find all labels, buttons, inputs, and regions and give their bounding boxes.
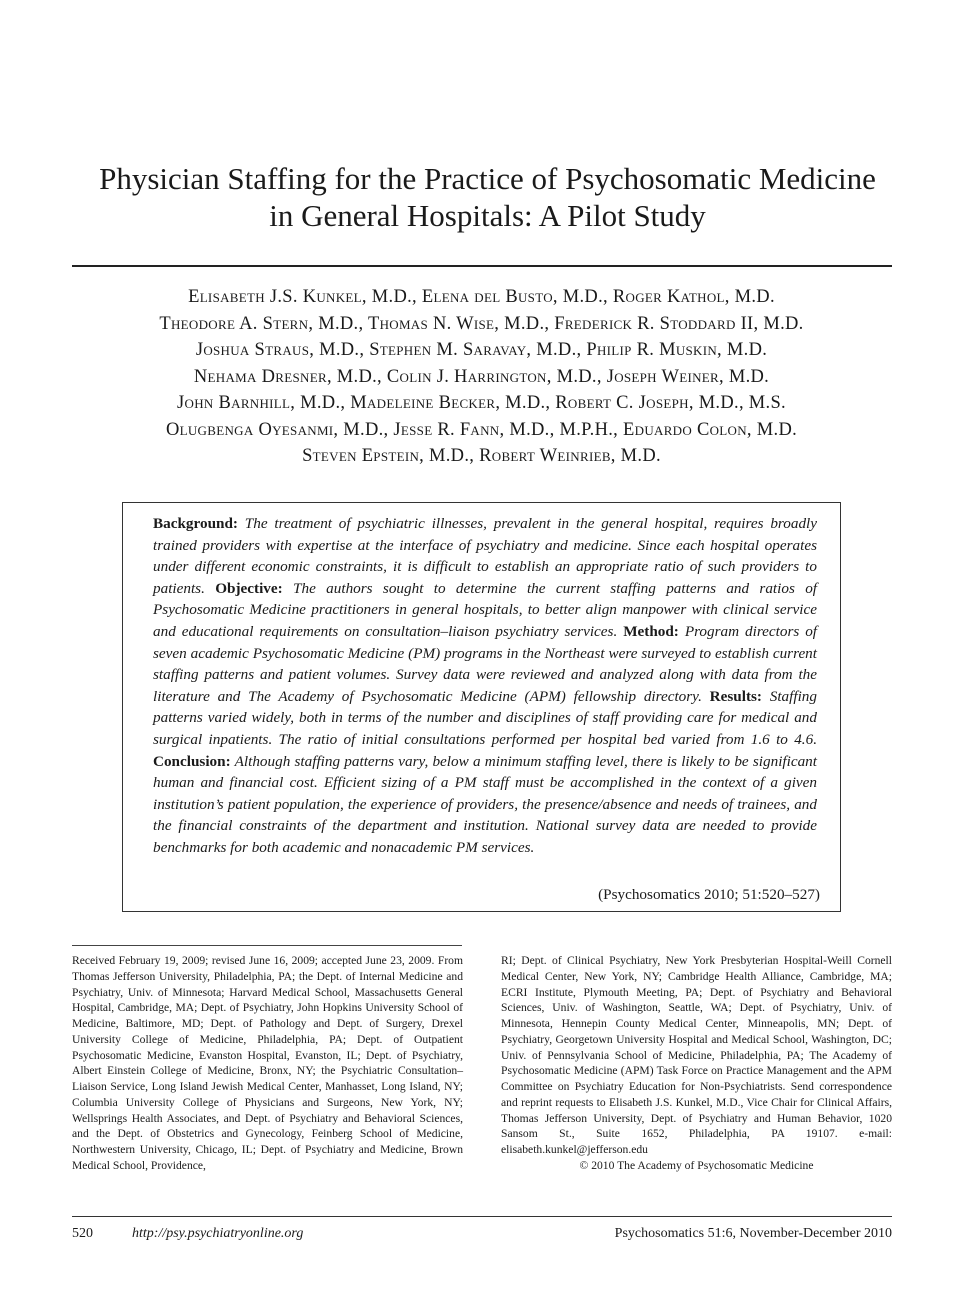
author-line: Elisabeth J.S. Kunkel, M.D., Elena del Busto, M.D., Roger Kathol, M.D.	[188, 287, 775, 307]
conclusion-label: Conclusion:	[153, 752, 231, 770]
author-line: Steven Epstein, M.D., Robert Weinrieb, M.D.	[302, 446, 661, 466]
results-text: Staffing patterns varied widely, both in terms of the number and disciplines of staff providing care for medical and surgical inpatients. The ratio of initial consultations performed per hospital bed varied from 1.6 to 4.6.	[153, 687, 817, 748]
results-label: Results:	[709, 687, 762, 705]
objective-label: Objective:	[215, 579, 283, 597]
article-title	[40, 160, 935, 234]
title-divider	[72, 265, 892, 267]
abstract-citation: (Psychosomatics 2010; 51:520–527)	[598, 886, 820, 903]
journal-url-link[interactable]: http://psy.psychiatryonline.org	[132, 1226, 304, 1241]
author-line: Olugbenga Oyesanmi, M.D., Jesse R. Fann, M.D., M.P.H., Eduardo Colon, M.D.	[165, 419, 798, 440]
copyright-notice: © 2010 The Academy of Psychosomatic Medicine	[579, 1158, 814, 1172]
author-line: Joshua Straus, M.D., Stephen M. Saravay, M.D., Philip R. Muskin, M.D.	[195, 340, 768, 360]
title-line: in General Hospitals: A Pilot Study	[269, 198, 706, 233]
footnote-right-text: RI; Dept. of Clinical Psychiatry, New York Presbyterian Hospital-Weill Cornell Medical Center, New York, NY; Cambridge Health Alliance, Cambridge, MA; ECRI Institute, Plymouth Meeting, PA; Dept. of Psychiatry and Behavioral Sciences, Univ. of Washington, Seattle, WA; Dept. of Psychiatry, Univ. of Minnesota, Hennepin County Medical Center, Minneapolis, MN; Dept. of Psychiatry, Georgetown University Hospital and Medical School, Washington, DC; Univ. of Pennsylvania School of Medicine, Philadelphia, PA; The Academy of Psychosomatic Medicine (APM) Task Force on Practice Management and the APM Committee on Psychiatry Education for Non-Psychiatrists. Send correspondence and reprint requests to Elisabeth J.S. Kunkel, M.D., Vice Chair for Clinical Affairs, Thomas Jefferson University, Dept. of Psychiatry and Human Behavior, 1020 Sansom St., Suite 1652, Philadelphia, PA 19107. e-mail: elisabeth.kunkel@jefferson.edu	[501, 954, 892, 1156]
page-number: 520	[72, 1226, 93, 1241]
footnote-left-column: Received February 19, 2009; revised June 16, 2009; accepted June 23, 2009. From Thomas Jefferson University, Philadelphia, PA; the Dept. of Internal Medicine and Psychiatry, Univ. of Minnesota; Harvard Medical School, Massachusetts General Hospital, Cambridge, MA; Dept. of Psychiatry, John Hopkins University School of Medicine, Baltimore, MD; Dept. of Pathology and Dept. of Surgery, Drexel University College of Medicine, Philadelphia, PA; Dept. of Outpatient Psychosomatic Medicine, Evanston Hospital, Evanston, IL; Dept. of Psychiatry, Albert Einstein College of Medicine, Bronx, NY; the Psychiatric Consultation–Liaison Service, Long Island Jewish Medical Center, Manhasset, Long Island, NY; Columbia University College of Physicians and Surgeons, New York, NY; Wellsprings Health Associates, and Dept. of Psychiatry and Behavioral Sciences, and the Dept. of Obstetrics and Gynecology, Feinberg School of Medicine, Northwestern University, Chicago, IL; Dept. of Psychiatry and Medicine, Brown Medical School, Providence,	[72, 954, 463, 1172]
author-list	[60, 284, 903, 470]
method-text: Program directors of seven academic Psychosomatic Medicine (PM) programs in the Northeast were surveyed to establish current staffing patterns and patient volumes. Survey data were reviewed and analyzed along with data from the literature and The Academy of Psychosomatic Medicine (APM) fellowship directory.	[153, 622, 818, 705]
abstract-box	[122, 502, 841, 912]
objective-text: The authors sought to determine the current staffing patterns and ratios of Psychosomatic Medicine practitioners in general hospitals, to better align manpower with clinical service and educational requirements on consultation–liaison psychiatry services.	[153, 579, 818, 640]
footer-divider	[72, 1216, 892, 1217]
author-line: John Barnhill, M.D., Madeleine Becker, M.D., Robert C. Joseph, M.D., M.S.	[177, 393, 786, 413]
author-line: Theodore A. Stern, M.D., Thomas N. Wise, M.D., Frederick R. Stoddard II, M.D.	[159, 313, 804, 334]
footnote-divider	[72, 945, 462, 946]
abstract-text	[153, 513, 817, 859]
author-line: Nehama Dresner, M.D., Colin J. Harrington, M.D., Joseph Weiner, M.D.	[193, 366, 770, 387]
footnote-right-column	[501, 953, 892, 1174]
background-label: Background:	[153, 515, 238, 532]
method-label: Method:	[623, 622, 679, 640]
title-line: Physician Staffing for the Practice of Psychosomatic Medicine	[99, 161, 876, 196]
journal-issue: Psychosomatics 51:6, November-December 2010	[614, 1226, 892, 1241]
background-text: The treatment of psychiatric illnesses, prevalent in the general hospital, requires broadly trained providers with expertise at the interface of psychiatry and medicine. Since each hospital operates under different economic constraints, it is difficult to establish an appropriate ratio of such providers to patients.	[153, 515, 818, 597]
conclusion-text: Although staffing patterns vary, below a minimum staffing level, there is likely to be significant human and financial cost. Efficient sizing of a PM staff must be accomplished in the context of a given institution’s patient population, the experience of providers, the presence/absence and needs of trainees, and the financial constraints of the department and institution. National survey data are needed to provide benchmarks for both academic and nonacademic PM services.	[153, 752, 817, 856]
